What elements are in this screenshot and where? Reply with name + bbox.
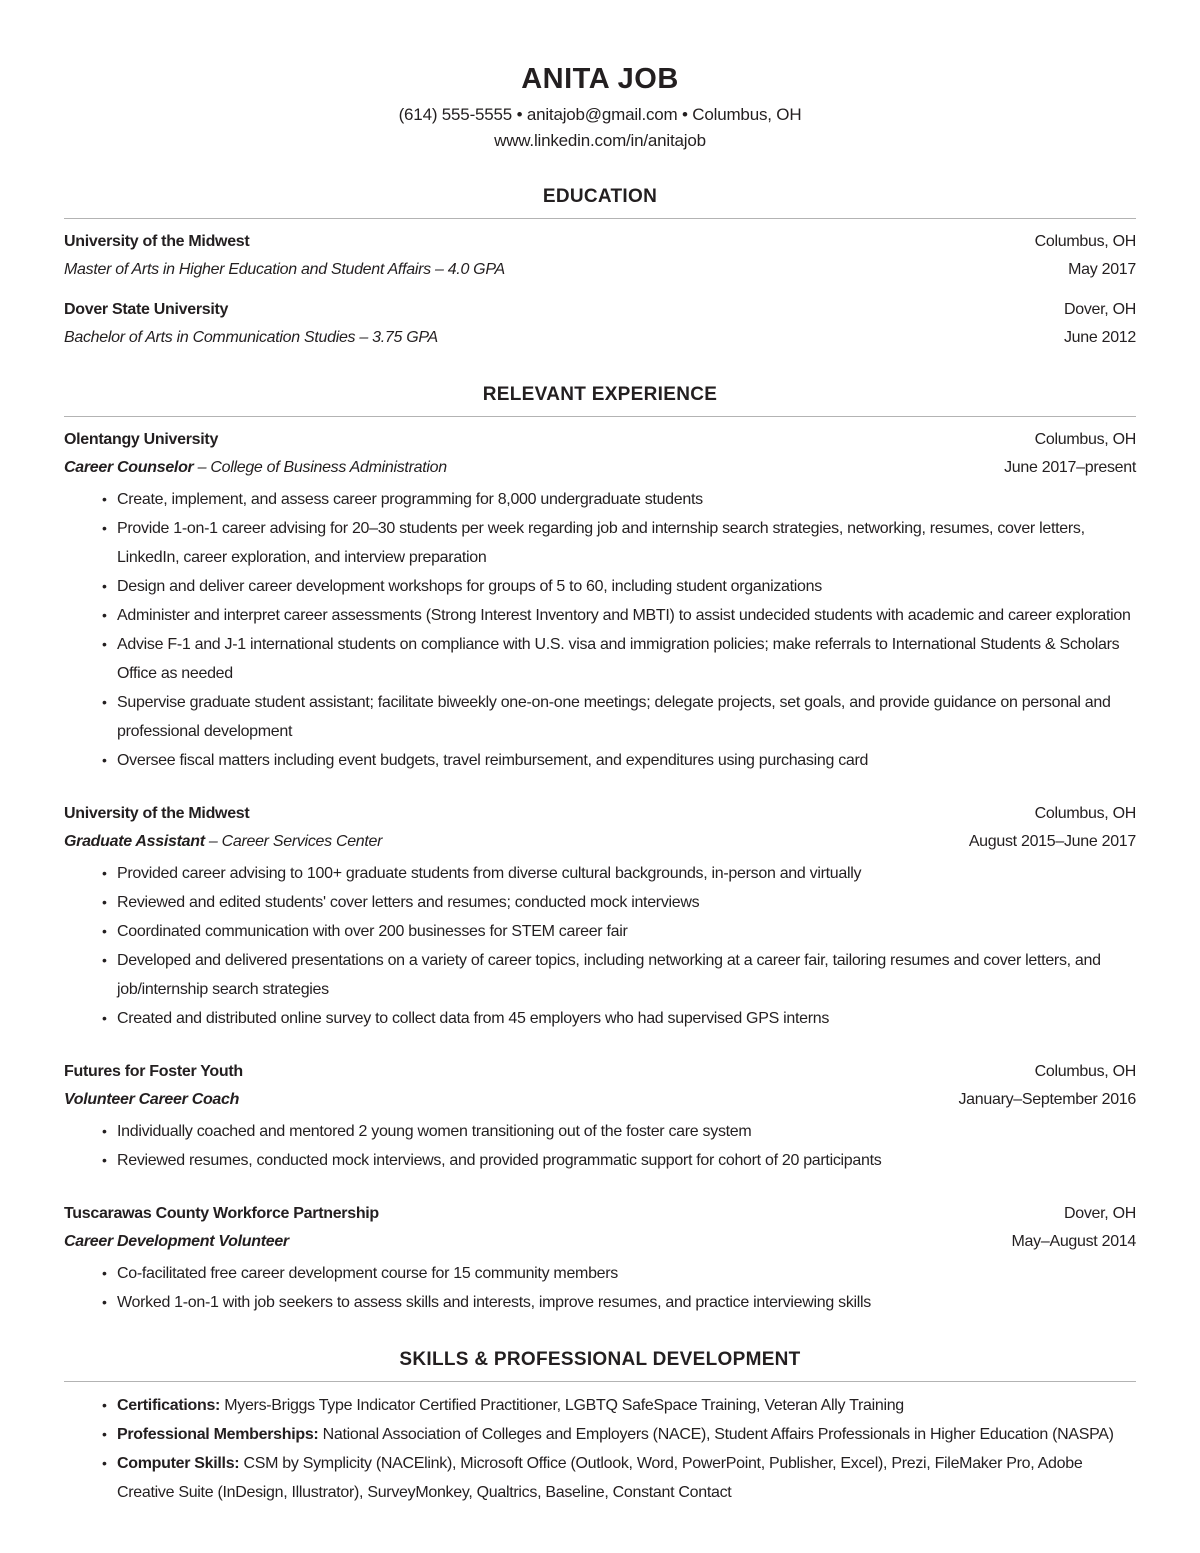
bullet-item — [102, 1288, 1136, 1317]
job-entry — [64, 1200, 1136, 1317]
candidate-name: ANITA JOB — [521, 63, 679, 95]
job-dates: January–September 2016 — [958, 1091, 1136, 1108]
bullet-icon: • — [102, 1010, 107, 1026]
employer-name: University of the Midwest — [64, 805, 250, 822]
job-title-suffix: – College of Business Administration — [193, 459, 447, 476]
bullet-item — [102, 917, 1136, 946]
bullet-text: Coordinated communication with over 200 businesses for STEM career fair — [117, 923, 628, 940]
bullet-icon: • — [102, 1152, 107, 1168]
job-org-row — [64, 800, 1136, 828]
linkedin-url: www.linkedin.com/in/anitajob — [494, 131, 706, 150]
bullet-item — [102, 1259, 1136, 1288]
bullet-item — [102, 601, 1136, 630]
bullet-item — [102, 572, 1136, 601]
degree: Bachelor of Arts in Communication Studies – 3.75 GPA — [64, 329, 438, 346]
job-bullet-list — [64, 1117, 1136, 1175]
job-title: Volunteer Career Coach — [64, 1091, 240, 1108]
job-title-row — [64, 828, 1136, 856]
education-heading: EDUCATION — [64, 186, 1136, 219]
bullet-text: Provided career advising to 100+ graduate students from diverse cultural backgrounds, in-person and virtually — [117, 865, 862, 882]
job-bullet-list — [64, 485, 1136, 775]
bullet-text: Design and deliver career development workshops for groups of 5 to 60, including student organizations — [117, 578, 822, 595]
job-title-row — [64, 1086, 1136, 1114]
bullet-text: Individually coached and mentored 2 young women transitioning out of the foster care system — [117, 1123, 752, 1140]
section-experience — [64, 384, 1136, 1317]
job-entry — [64, 426, 1136, 775]
job-dates: August 2015–June 2017 — [968, 833, 1136, 850]
contact-line: (614) 555-5555 • anitajob@gmail.com • Columbus, OH — [398, 105, 802, 124]
school-name: University of the Midwest — [64, 233, 250, 250]
job-title: Career Development Volunteer — [64, 1233, 289, 1250]
skill-text — [117, 1420, 1136, 1449]
job-org-row — [64, 426, 1136, 454]
bullet-item — [102, 746, 1136, 775]
job-location: Columbus, OH — [1034, 1063, 1136, 1080]
skill-label: Certifications: — [117, 1397, 221, 1414]
bullet-text: Advise F-1 and J-1 international students on compliance with U.S. visa and immigration policies; make referrals to International Students & Scholars Office as needed — [117, 636, 1120, 682]
job-title-line — [64, 828, 382, 856]
bullet-icon: • — [102, 952, 107, 968]
job-title: Graduate Assistant — [64, 833, 205, 850]
job-location: Columbus, OH — [1034, 431, 1136, 448]
job-org-row — [64, 1200, 1136, 1228]
bullet-icon: • — [102, 578, 107, 594]
bullet-text: Supervise graduate student assistant; facilitate biweekly one-on-one meetings; delegate projects, set goals, and provide guidance on personal and professional development — [117, 694, 1111, 740]
bullet-icon: • — [102, 923, 107, 939]
skills-list — [64, 1391, 1136, 1507]
bullet-item — [102, 514, 1136, 572]
skill-text — [117, 1391, 1136, 1420]
job-dates: June 2017–present — [1004, 459, 1136, 476]
skill-label: Professional Memberships: — [117, 1426, 319, 1443]
job-dates: May–August 2014 — [1011, 1233, 1136, 1250]
job-bullet-list — [64, 859, 1136, 1033]
education-entry — [64, 296, 1136, 352]
skill-item — [102, 1449, 1136, 1507]
graduation-date: May 2017 — [1068, 261, 1136, 278]
education-degree-row — [64, 256, 1136, 284]
job-title-suffix: – Career Services Center — [204, 833, 383, 850]
bullet-text: Oversee fiscal matters including event budgets, travel reimbursement, and expenditures using purchasing card — [117, 752, 869, 769]
bullet-item — [102, 1146, 1136, 1175]
education-org-row — [64, 296, 1136, 324]
skill-item — [102, 1391, 1136, 1420]
education-entry — [64, 228, 1136, 284]
employer-name: Olentangy University — [64, 431, 219, 448]
bullet-icon: • — [102, 636, 107, 652]
skill-value: National Association of Colleges and Employers (NACE), Student Affairs Professionals in Higher Education (NASPA) — [318, 1426, 1114, 1443]
bullet-icon: • — [102, 1265, 107, 1281]
bullet-text: Co-facilitated free career development course for 15 community members — [117, 1265, 619, 1282]
education-degree-row — [64, 324, 1136, 352]
skill-label: Computer Skills: — [117, 1455, 240, 1472]
bullet-item — [102, 1004, 1136, 1033]
job-title-line — [64, 454, 447, 482]
bullet-text: Provide 1-on-1 career advising for 20–30 students per week regarding job and internship search strategies, networking, resumes, cover letters, LinkedIn, career exploration, and interview preparation — [117, 520, 1085, 566]
school-location: Columbus, OH — [1034, 233, 1136, 250]
bullet-icon: • — [102, 1426, 107, 1442]
bullet-icon: • — [102, 752, 107, 768]
job-title-line — [64, 1086, 239, 1114]
bullet-item — [102, 688, 1136, 746]
bullet-text: Administer and interpret career assessments (Strong Interest Inventory and MBTI) to assist undecided students with academic and career exploration — [117, 607, 1131, 624]
bullet-icon: • — [102, 491, 107, 507]
employer-name: Futures for Foster Youth — [64, 1063, 243, 1080]
bullet-item — [102, 946, 1136, 1004]
bullet-item — [102, 859, 1136, 888]
bullet-icon: • — [102, 520, 107, 536]
bullet-icon: • — [102, 694, 107, 710]
job-location: Dover, OH — [1064, 1205, 1136, 1222]
bullet-icon: • — [102, 1397, 107, 1413]
job-org-row — [64, 1058, 1136, 1086]
job-title-line — [64, 1228, 289, 1256]
skill-text — [117, 1449, 1136, 1507]
bullet-icon: • — [102, 894, 107, 910]
bullet-icon: • — [102, 607, 107, 623]
section-skills — [64, 1349, 1136, 1507]
job-bullet-list — [64, 1259, 1136, 1317]
bullet-item — [102, 485, 1136, 514]
employer-name: Tuscarawas County Workforce Partnership — [64, 1205, 379, 1222]
bullet-text: Developed and delivered presentations on a variety of career topics, including networking at a career fair, tailoring resumes and cover letters, and job/internship search strategies — [117, 952, 1101, 998]
skills-heading: SKILLS & PROFESSIONAL DEVELOPMENT — [64, 1349, 1136, 1382]
bullet-icon: • — [102, 1294, 107, 1310]
skill-value: Myers-Briggs Type Indicator Certified Practitioner, LGBTQ SafeSpace Training, Veteran Ally Training — [220, 1397, 904, 1414]
resume-header — [64, 62, 1136, 154]
skill-item — [102, 1420, 1136, 1449]
education-org-row — [64, 228, 1136, 256]
skill-value: CSM by Symplicity (NACElink), Microsoft Office (Outlook, Word, PowerPoint, Publisher, Excel), Prezi, FileMaker Pro, Adobe Creative Suite (InDesign, Illustrator), SurveyMonkey, Qualtrics, Baseline, Constant Contact — [117, 1455, 1083, 1501]
school-location: Dover, OH — [1064, 301, 1136, 318]
job-entry — [64, 800, 1136, 1033]
bullet-text: Reviewed and edited students' cover letters and resumes; conducted mock interviews — [117, 894, 700, 911]
job-title-row — [64, 1228, 1136, 1256]
school-name: Dover State University — [64, 301, 229, 318]
bullet-icon: • — [102, 1123, 107, 1139]
bullet-text: Created and distributed online survey to collect data from 45 employers who had supervised GPS interns — [117, 1010, 830, 1027]
section-education — [64, 186, 1136, 352]
bullet-text: Reviewed resumes, conducted mock interviews, and provided programmatic support for cohort of 20 participants — [117, 1152, 882, 1169]
bullet-item — [102, 888, 1136, 917]
job-title: Career Counselor — [64, 459, 194, 476]
experience-heading: RELEVANT EXPERIENCE — [64, 384, 1136, 417]
bullet-text: Create, implement, and assess career programming for 8,000 undergraduate students — [117, 491, 703, 508]
graduation-date: June 2012 — [1063, 329, 1136, 346]
job-entry — [64, 1058, 1136, 1175]
degree: Master of Arts in Higher Education and Student Affairs – 4.0 GPA — [64, 261, 505, 278]
bullet-item — [102, 1117, 1136, 1146]
bullet-icon: • — [102, 865, 107, 881]
job-title-row — [64, 454, 1136, 482]
bullet-icon: • — [102, 1455, 107, 1471]
bullet-item — [102, 630, 1136, 688]
job-location: Columbus, OH — [1034, 805, 1136, 822]
bullet-text: Worked 1-on-1 with job seekers to assess skills and interests, improve resumes, and practice interviewing skills — [117, 1294, 871, 1311]
